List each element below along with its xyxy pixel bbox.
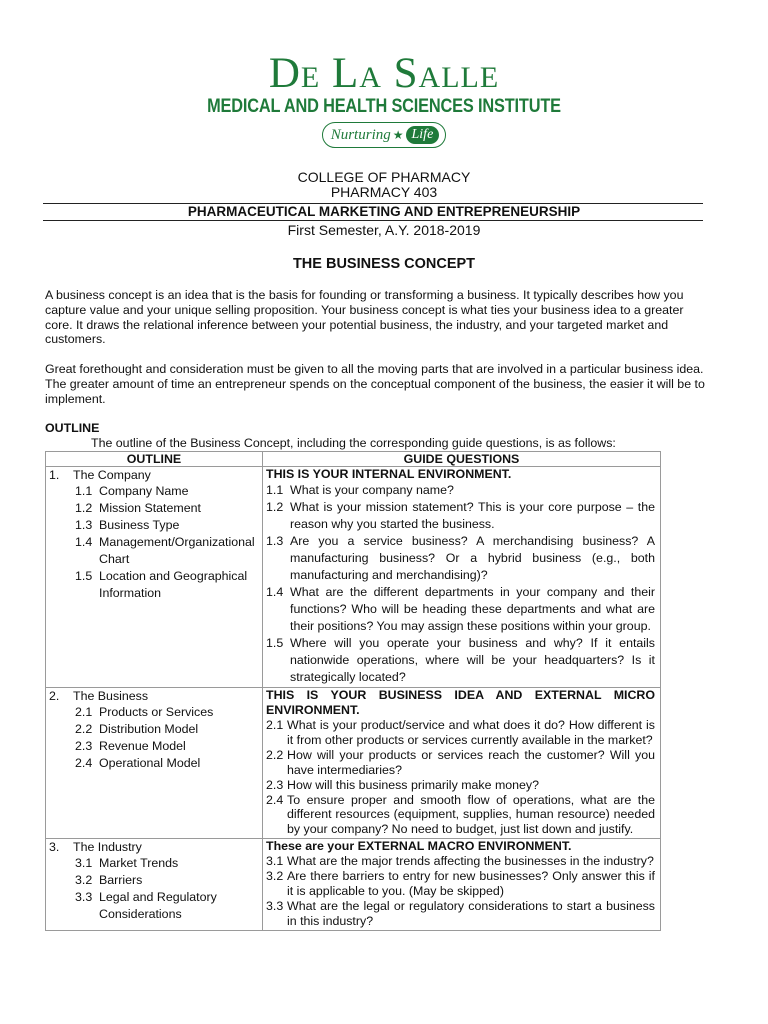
outline-item: [49, 855, 258, 872]
semester: First Semester, A.Y. 2018-2019: [287, 222, 481, 238]
outline-item: [49, 483, 258, 500]
course-code: PHARMACY 403: [330, 184, 438, 200]
item-number: 1.2: [75, 501, 93, 515]
question-text: What are the different departments in your company and their functions? Who will be heading these departments and what are their positions? You may assign these positions within your group.: [290, 585, 655, 633]
item-number: 3.1: [75, 856, 93, 871]
outline-item: [49, 704, 258, 721]
outline-item: [49, 872, 258, 889]
outline-item: [49, 568, 258, 602]
question-number: 2.3: [266, 777, 284, 792]
section-title: The Company: [73, 468, 151, 482]
logo-wordmark: De La Salle: [268, 50, 500, 97]
item-number: 3.3: [75, 890, 93, 905]
outline-cell: [46, 467, 263, 688]
tagline-pill: [322, 122, 447, 148]
outline-item: [49, 534, 258, 568]
section-heading: [49, 839, 258, 855]
bottom-rule: [43, 220, 703, 221]
section-heading: [49, 688, 258, 704]
guide-heading: THIS IS YOUR BUSINESS IDEA AND EXTERNAL MICRO ENVIRONMENT.: [266, 688, 655, 717]
question-number: 2.2: [266, 747, 284, 762]
question-number: 2.4: [266, 792, 284, 807]
outline-item: [49, 517, 258, 534]
guide-cell: [263, 839, 661, 931]
item-text: Barriers: [99, 873, 143, 888]
item-text: Revenue Model: [99, 739, 186, 753]
item-text: Location and Geographical Information: [99, 569, 248, 600]
tagline-word-1: Nurturing: [330, 126, 391, 143]
outline-item: [49, 889, 258, 923]
question-text: What are the major trends affecting the businesses in the industry?: [287, 854, 654, 869]
item-text: Company Name: [99, 484, 189, 498]
question-text: Where will you operate your business and why? If it entails nationwide operations, where will be your headquarters? Is it strategically located?: [290, 636, 655, 684]
item-text: Management/Organizational Chart: [99, 535, 255, 566]
item-text: Business Type: [99, 518, 180, 532]
item-number: 3.2: [75, 873, 93, 888]
question-text: To ensure proper and smooth flow of operations, what are the different resources (equipment, supplies, human resource) needed by your company? No need to budget, just list down and justify.: [287, 792, 655, 837]
question-text: How will this business primarily make money?: [287, 777, 540, 792]
question-number: 1.2: [266, 500, 284, 514]
guide-question: [266, 854, 655, 869]
outline-cell: [46, 839, 263, 931]
item-text: Products or Services: [99, 705, 214, 719]
guide-question: [266, 899, 655, 929]
outline-table: [45, 451, 661, 931]
item-number: 2.2: [75, 722, 93, 736]
section-title: The Industry: [73, 840, 142, 855]
guide-question: [266, 748, 655, 778]
question-number: 3.2: [266, 869, 284, 884]
section-heading: [49, 467, 258, 483]
outline-cell: [46, 688, 263, 839]
college-name: COLLEGE OF PHARMACY: [297, 169, 471, 185]
table-row: [46, 839, 661, 931]
guide-question: [266, 584, 655, 635]
question-number: 1.1: [266, 483, 284, 497]
section-number: 2.: [49, 689, 60, 703]
guide-question: [266, 778, 655, 793]
question-text: How will your products or services reach the customer? Will you have intermediaries?: [287, 747, 655, 777]
logo-subtitle: MEDICAL AND HEALTH SCIENCES INSTITUTE: [207, 96, 561, 117]
paragraph-intro: A business concept is an idea that is the basis for founding or transforming a business. It typically describes how you capture value and your unique selling proposition. Your business concept is what ties your business idea to a greater core. It draws the relational inference between your potential business, the industry, and your targeted market and customers.: [45, 288, 684, 347]
item-text: Operational Model: [99, 756, 201, 770]
outline-intro: The outline of the Business Concept, including the corresponding guide questions, is as follows:: [91, 436, 616, 450]
table-row: [46, 688, 661, 839]
question-number: 1.4: [266, 585, 284, 599]
question-number: 3.1: [266, 854, 284, 869]
question-number: 2.1: [266, 718, 284, 732]
table-row: [46, 467, 661, 688]
guide-question: [266, 718, 655, 748]
guide-heading: THIS IS YOUR INTERNAL ENVIRONMENT.: [266, 467, 512, 481]
outline-item: [49, 755, 258, 772]
outline-item: [49, 721, 258, 738]
star-icon: ★: [392, 128, 404, 142]
item-number: 2.4: [75, 756, 93, 770]
question-text: Are you a service business? A merchandising business? A manufacturing business? Or a hybrid business (e.g., both manufacturing and merchandising)?: [290, 534, 655, 582]
table-header-row: [46, 452, 661, 467]
outline-item: [49, 738, 258, 755]
guide-question: [266, 482, 655, 499]
logo-tagline: [0, 122, 768, 148]
document-title: THE BUSINESS CONCEPT: [292, 256, 476, 272]
institution-logo: [0, 52, 768, 148]
item-text: Market Trends: [99, 856, 179, 871]
paragraph-forethought: Great forethought and consideration must be given to all the moving parts that are involved in a particular business idea. The greater amount of time an entrepreneur spends on the conceptual component of the business, the easier it will be to implement.: [45, 362, 705, 406]
item-number: 2.3: [75, 739, 93, 753]
item-number: 1.5: [75, 569, 93, 583]
question-text: Are there barriers to entry for new businesses? Only answer this if it is applicable to you. (May be skipped): [287, 869, 655, 899]
question-text: What are the legal or regulatory considerations to start a business in this industry?: [287, 898, 655, 928]
item-number: 1.3: [75, 518, 93, 532]
item-number: 1.1: [75, 484, 93, 498]
question-number: 3.3: [266, 898, 284, 913]
guide-cell: [263, 467, 661, 688]
question-text: What is your product/service and what does it do? How different is it from other products or services currently available in the market?: [287, 718, 655, 747]
guide-question: [266, 869, 655, 899]
outline-item: [49, 500, 258, 517]
guide-heading: These are your EXTERNAL MACRO ENVIRONMENT.: [266, 839, 572, 854]
guide-question: [266, 499, 655, 533]
item-number: 2.1: [75, 705, 93, 719]
item-text: Legal and Regulatory Considerations: [99, 890, 217, 922]
item-number: 1.4: [75, 535, 93, 549]
guide-question: [266, 635, 655, 686]
item-text: Mission Statement: [99, 501, 201, 515]
guide-question: [266, 793, 655, 838]
section-title: The Business: [73, 689, 149, 703]
question-number: 1.3: [266, 534, 284, 548]
outline-heading: OUTLINE: [45, 421, 100, 435]
question-text: What is your company name?: [290, 483, 454, 497]
item-text: Distribution Model: [99, 722, 199, 736]
tagline-word-2: Life: [406, 126, 440, 144]
question-number: 1.5: [266, 636, 284, 650]
question-text: What is your mission statement? This is your core purpose – the reason why you started the business.: [290, 500, 655, 531]
course-title: PHARMACEUTICAL MARKETING AND ENTREPRENEURSHIP: [187, 204, 581, 219]
guide-question: [266, 533, 655, 584]
header-guide-questions: GUIDE QUESTIONS: [263, 452, 661, 467]
section-number: 3.: [49, 840, 60, 855]
guide-cell: [263, 688, 661, 839]
section-number: 1.: [49, 468, 60, 482]
header-outline: OUTLINE: [46, 452, 263, 467]
